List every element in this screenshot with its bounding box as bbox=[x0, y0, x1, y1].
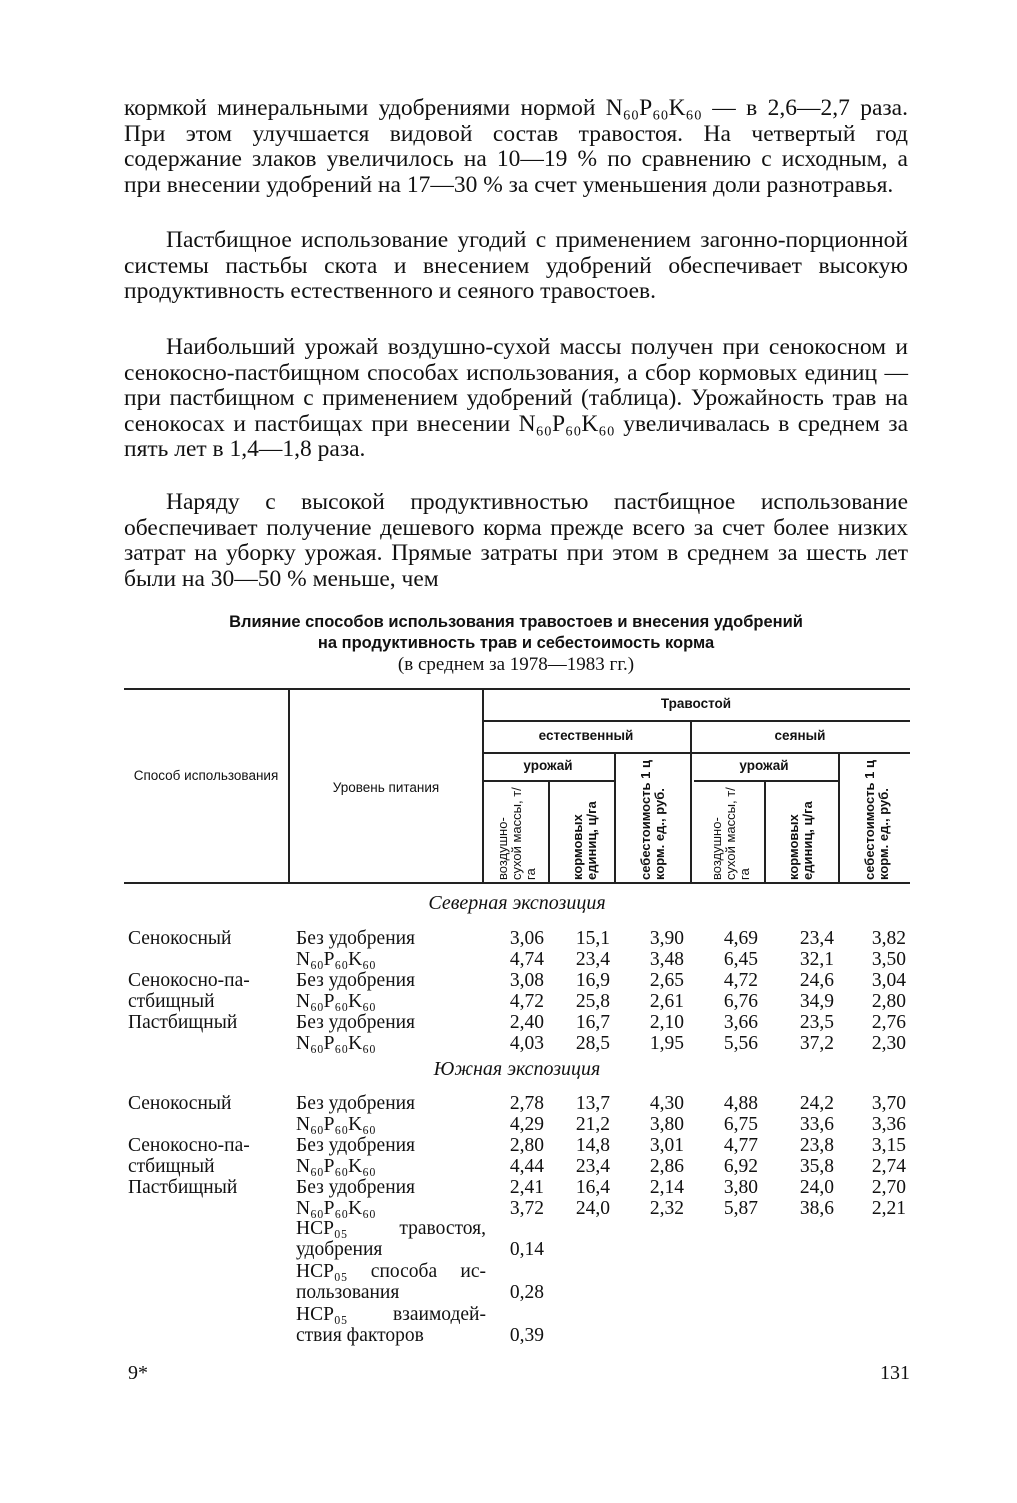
header-sown: сеяный bbox=[774, 728, 826, 743]
header-top-rule bbox=[124, 688, 910, 690]
cell-value: 23,4 bbox=[799, 928, 834, 949]
table-row bbox=[124, 1198, 910, 1219]
table-row bbox=[124, 1012, 910, 1033]
cell-value: 2,80 bbox=[871, 991, 906, 1012]
nsr-label-2-line-1: НСР₀₅ способа ис- bbox=[296, 1261, 486, 1282]
cell-value: 16,4 bbox=[575, 1177, 610, 1198]
table-row bbox=[124, 928, 910, 949]
cell-method: стбищный bbox=[128, 991, 215, 1012]
cell-value: 3,70 bbox=[871, 1093, 906, 1114]
cell-method: Сенокосно-па- bbox=[128, 1135, 250, 1156]
cell-value: 15,1 bbox=[575, 928, 610, 949]
cell-value: 2,78 bbox=[509, 1093, 544, 1114]
cell-value: 2,70 bbox=[871, 1177, 906, 1198]
header-feed-units-natural: кормовых единиц, ц/га bbox=[570, 801, 599, 880]
cell-value: 2,40 bbox=[509, 1012, 544, 1033]
header-cost-sown: себестоимость 1 ц корм. ед., руб. bbox=[862, 760, 891, 880]
cell-method: Сенокосно-па- bbox=[128, 970, 250, 991]
cell-value: 16,7 bbox=[575, 1012, 610, 1033]
cell-value: 23,4 bbox=[575, 1156, 610, 1177]
cell-value: 2,61 bbox=[649, 991, 684, 1012]
cell-value: 3,90 bbox=[649, 928, 684, 949]
cell-value: 23,4 bbox=[575, 949, 610, 970]
cell-value: 2,65 bbox=[649, 970, 684, 991]
cell-value: 3,06 bbox=[509, 928, 544, 949]
cell-level: Без удобрения bbox=[296, 928, 416, 949]
nsr-label-2-line-2: пользования bbox=[296, 1282, 400, 1303]
header-feed-units-sown: кормовых единиц, ц/га bbox=[786, 801, 815, 880]
cell-level: N₆₀P₆₀K₆₀ bbox=[296, 991, 376, 1012]
cell-value: 16,9 bbox=[575, 970, 610, 991]
cell-value: 3,72 bbox=[509, 1198, 544, 1219]
cell-value: 35,8 bbox=[799, 1156, 834, 1177]
cell-value: 3,08 bbox=[509, 970, 544, 991]
cell-method: Сенокосный bbox=[128, 1093, 232, 1114]
cell-method: стбищный bbox=[128, 1156, 215, 1177]
cell-value: 4,72 bbox=[509, 991, 544, 1012]
cell-value: 2,41 bbox=[509, 1177, 544, 1198]
cell-value: 14,8 bbox=[575, 1135, 610, 1156]
cell-value: 24,6 bbox=[799, 970, 834, 991]
cell-value: 23,8 bbox=[799, 1135, 834, 1156]
cell-value: 24,0 bbox=[575, 1198, 610, 1219]
paragraph-2: Пастбищное использование угодий с применением загонно-порционной системы пастьбы скота и внесением удобрений обеспечивает высокую продуктивность естественного и сеяного травостоев. bbox=[124, 227, 908, 305]
cell-value: 2,10 bbox=[649, 1012, 684, 1033]
header-natural: естественный bbox=[538, 728, 634, 743]
vline-6 bbox=[764, 780, 766, 882]
cell-value: 25,8 bbox=[575, 991, 610, 1012]
cell-level: Без удобрения bbox=[296, 970, 416, 991]
header-air-dry-natural: воздушно-сухой массы, т/га bbox=[495, 787, 538, 880]
cell-value: 4,30 bbox=[649, 1093, 684, 1114]
table-row bbox=[124, 1093, 910, 1114]
caption-line-2: на продуктивность трав и себестоимость корма bbox=[317, 634, 715, 652]
header-level: Уровень питания bbox=[332, 780, 440, 795]
table-row bbox=[124, 1135, 910, 1156]
table-row bbox=[124, 991, 910, 1012]
nsr-value-2: 0,28 bbox=[509, 1282, 544, 1303]
caption-line-1: Влияние способов использования травостоев и внесения удобрений bbox=[229, 613, 803, 631]
cell-level: Без удобрения bbox=[296, 1135, 416, 1156]
table-row bbox=[124, 970, 910, 991]
table-row bbox=[124, 1177, 910, 1198]
cell-level: N₆₀P₆₀K₆₀ bbox=[296, 1114, 376, 1135]
cell-value: 3,48 bbox=[649, 949, 684, 970]
cell-value: 3,66 bbox=[723, 1012, 758, 1033]
cell-method: Пастбищный bbox=[128, 1177, 238, 1198]
cell-value: 4,69 bbox=[723, 928, 758, 949]
cell-level: N₆₀P₆₀K₆₀ bbox=[296, 1033, 376, 1054]
paragraph-1: кормкой минеральными удобрениями нормой N₆₀P₆₀K₆₀ — в 2,6—2,7 раза. При этом улучшается видовой состав травостоя. На четвертый год содержание злаков увеличилось на 10—19 % по сравнению с исходным, а при внесении удобрений на 17—30 % за счет уменьшения доли разнотравья. bbox=[124, 95, 908, 198]
rule-under-stand bbox=[482, 720, 910, 722]
vline-7 bbox=[838, 752, 840, 882]
cell-value: 5,56 bbox=[723, 1033, 758, 1054]
cell-value: 3,80 bbox=[723, 1177, 758, 1198]
section-north-title: Северная экспозиция bbox=[428, 892, 606, 914]
cell-method: Пастбищный bbox=[128, 1012, 238, 1033]
caption-line-3: (в среднем за 1978—1983 гг.) bbox=[397, 654, 635, 675]
cell-value: 23,5 bbox=[799, 1012, 834, 1033]
header-yield-natural: урожай bbox=[523, 758, 573, 773]
header-stand: Травостой bbox=[660, 696, 732, 711]
cell-value: 3,04 bbox=[871, 970, 906, 991]
cell-value: 3,01 bbox=[649, 1135, 684, 1156]
cell-level: Без удобрения bbox=[296, 1093, 416, 1114]
table-row bbox=[124, 1156, 910, 1177]
cell-level: Без удобрения bbox=[296, 1012, 416, 1033]
section-south-title: Южная экспозиция bbox=[433, 1058, 601, 1080]
nsr-label-1-line-1: НСР₀₅ травостоя, bbox=[296, 1218, 486, 1239]
cell-level: Без удобрения bbox=[296, 1177, 416, 1198]
cell-value: 5,87 bbox=[723, 1198, 758, 1219]
cell-value: 2,74 bbox=[871, 1156, 906, 1177]
cell-value: 21,2 bbox=[575, 1114, 610, 1135]
cell-value: 6,45 bbox=[723, 949, 758, 970]
nsr-label-3-line-2: ствия факторов bbox=[296, 1325, 424, 1346]
cell-value: 1,95 bbox=[649, 1033, 684, 1054]
cell-value: 6,76 bbox=[723, 991, 758, 1012]
cell-value: 2,80 bbox=[509, 1135, 544, 1156]
header-yield-sown: урожай bbox=[739, 758, 789, 773]
cell-value: 2,21 bbox=[871, 1198, 906, 1219]
paragraph-4: Наряду с высокой продуктивностью пастбищное использование обеспечивает получение дешевого корма прежде всего за счет более низких затрат на уборку урожая. Прямые затраты при этом в среднем за шесть лет были на 30—50 % меньше, чем bbox=[124, 489, 908, 592]
nsr-value-1: 0,14 bbox=[509, 1239, 544, 1260]
cell-value: 3,50 bbox=[871, 949, 906, 970]
nsr-value-3: 0,39 bbox=[509, 1325, 544, 1346]
cell-level: N₆₀P₆₀K₆₀ bbox=[296, 1156, 376, 1177]
rule-under-natural-sown bbox=[482, 752, 910, 754]
header-air-dry-sown: воздушно-сухой массы, т/га bbox=[709, 787, 752, 880]
cell-value: 3,36 bbox=[871, 1114, 906, 1135]
cell-value: 28,5 bbox=[575, 1033, 610, 1054]
cell-value: 33,6 bbox=[799, 1114, 834, 1135]
cell-value: 4,03 bbox=[509, 1033, 544, 1054]
cell-value: 2,30 bbox=[871, 1033, 906, 1054]
cell-value: 6,75 bbox=[723, 1114, 758, 1135]
cell-value: 4,88 bbox=[723, 1093, 758, 1114]
cell-value: 38,6 bbox=[799, 1198, 834, 1219]
cell-value: 37,2 bbox=[799, 1033, 834, 1054]
cell-value: 24,2 bbox=[799, 1093, 834, 1114]
cell-value: 3,80 bbox=[649, 1114, 684, 1135]
cell-level: N₆₀P₆₀K₆₀ bbox=[296, 1198, 376, 1219]
nsr-label-1-line-2: удобрения bbox=[296, 1239, 383, 1260]
cell-value: 4,44 bbox=[509, 1156, 544, 1177]
cell-value: 34,9 bbox=[799, 991, 834, 1012]
header-method: Способ использования bbox=[133, 768, 279, 783]
cell-value: 4,74 bbox=[509, 949, 544, 970]
cell-value: 13,7 bbox=[575, 1093, 610, 1114]
cell-value: 32,1 bbox=[799, 949, 834, 970]
cell-value: 3,82 bbox=[871, 928, 906, 949]
cell-value: 3,15 bbox=[871, 1135, 906, 1156]
cell-value: 4,72 bbox=[723, 970, 758, 991]
cell-value: 2,14 bbox=[649, 1177, 684, 1198]
rule-under-yield-sown bbox=[694, 780, 838, 782]
header-bottom-rule bbox=[124, 882, 910, 884]
paragraph-3: Наибольший урожай воздушно-сухой массы получен при сенокосном и сенокосно-пастбищном способах использования, а сбор кормовых единиц — при пастбищном с применением удобрений (таблица). Урожайность трав на сенокосах и пастбищах при внесении N₆₀P₆₀K₆₀ увеличивалась в среднем за пять лет в 1,4—1,8 раза. bbox=[124, 334, 908, 463]
vline-5 bbox=[690, 720, 692, 882]
cell-value: 4,77 bbox=[723, 1135, 758, 1156]
cell-value: 2,76 bbox=[871, 1012, 906, 1033]
cell-value: 4,29 bbox=[509, 1114, 544, 1135]
cell-level: N₆₀P₆₀K₆₀ bbox=[296, 949, 376, 970]
signature-mark: 9* bbox=[128, 1362, 148, 1384]
cell-method: Сенокосный bbox=[128, 928, 232, 949]
table-row bbox=[124, 1033, 910, 1054]
table-row bbox=[124, 1114, 910, 1135]
cell-value: 24,0 bbox=[799, 1177, 834, 1198]
nsr-label-3-line-1: НСР₀₅ взаимодей- bbox=[296, 1304, 486, 1325]
table-caption bbox=[124, 612, 908, 675]
cell-value: 2,86 bbox=[649, 1156, 684, 1177]
cell-value: 6,92 bbox=[723, 1156, 758, 1177]
table-row bbox=[124, 949, 910, 970]
table-header bbox=[124, 688, 910, 884]
header-cost-natural: себестоимость 1 ц корм. ед., руб. bbox=[638, 760, 667, 880]
page-number: 131 bbox=[880, 1362, 910, 1384]
cell-value: 2,32 bbox=[649, 1198, 684, 1219]
